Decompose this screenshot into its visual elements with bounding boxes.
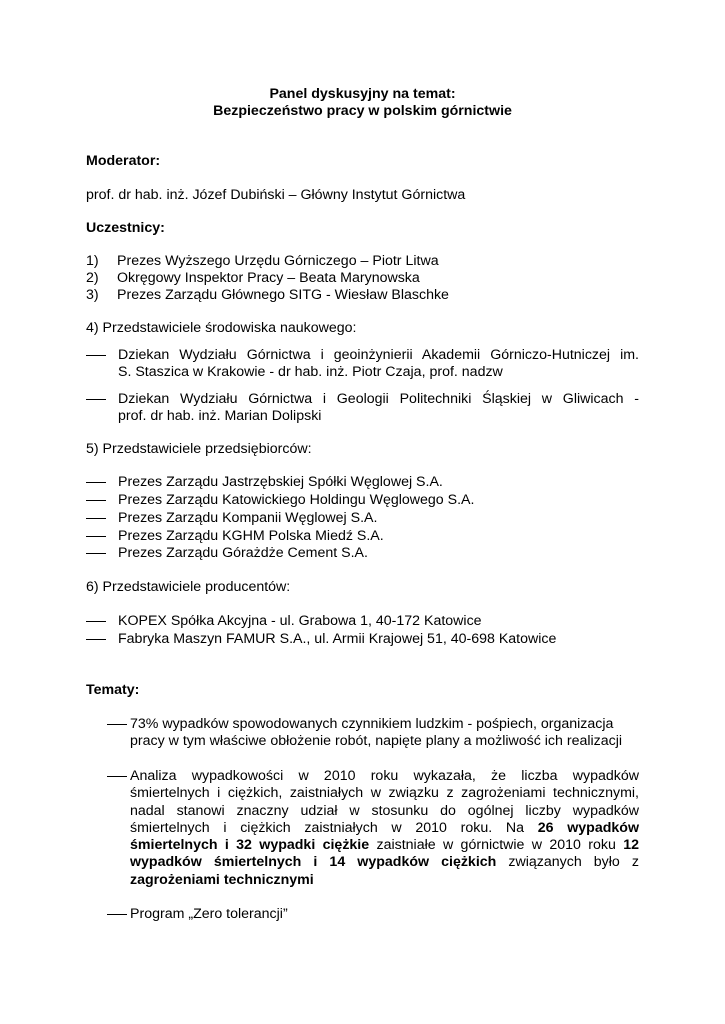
entrepreneur-item: Prezes Zarządu Katowickiego Holdingu Węglowego S.A.	[118, 492, 475, 508]
text-run: związanych było z	[496, 854, 639, 871]
item-number: 2)	[86, 270, 99, 286]
dash-bullet	[86, 347, 106, 364]
text-run: zaistniałe w górnictwie w 2010 roku	[369, 837, 624, 854]
item-text: Prezes Wyższego Urzędu Górniczego – Piotr Litwa	[117, 253, 439, 269]
bold-run: śmiertelnych i 32 wypadki ciężkie	[130, 837, 370, 854]
item-number: 1)	[86, 253, 99, 269]
participant-item	[86, 287, 449, 304]
dash-bullet	[86, 510, 106, 527]
paragraph-line: śmiertelnych i ciężkich, zaistniałych w związku z zagrożeniami technicznymi,	[130, 785, 639, 802]
dash-bullet	[107, 906, 127, 923]
topic-1-line-1: 73% wypadków spowodowanych czynnikiem ludzkim - pośpiech, organizacja	[130, 716, 614, 732]
bold-run: 12	[623, 837, 639, 854]
title-line-2: Bezpieczeństwo pracy w polskim górnictwie	[213, 103, 512, 119]
paragraph-line: zagrożeniami technicznymi	[130, 871, 314, 888]
moderator-heading: Moderator:	[86, 153, 161, 169]
dash-bullet	[86, 631, 106, 648]
topics-heading: Tematy:	[86, 682, 140, 698]
science-item	[118, 391, 639, 426]
dash-bullet	[86, 492, 106, 509]
moderator-text: prof. dr hab. inż. Józef Dubiński – Główny Instytut Górnictwa	[86, 187, 466, 203]
paragraph-line	[130, 820, 639, 837]
paragraph-line: Analiza wypadkowości w 2010 roku wykazała, że liczba wypadków	[130, 768, 639, 784]
item-text: Okręgowy Inspektor Pracy – Beata Marynowska	[117, 270, 420, 286]
science-item	[118, 347, 639, 382]
science-heading: 4) Przedstawiciele środowiska naukowego:	[86, 320, 357, 336]
item-text: Prezes Zarządu Głównego SITG - Wiesław Blaschke	[117, 287, 449, 303]
entrepreneur-item: Prezes Zarządu Jastrzębskiej Spółki Węglowej S.A.	[118, 474, 443, 490]
topic-2-paragraph	[130, 768, 639, 889]
dash-bullet	[86, 474, 106, 491]
producer-item: Fabryka Maszyn FAMUR S.A., ul. Armii Krajowej 51, 40-698 Katowice	[118, 631, 557, 647]
entrepreneur-item: Prezes Zarządu Kompanii Węglowej S.A.	[118, 510, 378, 526]
participants-heading: Uczestnicy:	[86, 220, 165, 236]
entrepreneurs-heading: 5) Przedstawiciele przedsiębiorców:	[86, 441, 312, 457]
entrepreneur-item: Prezes Zarządu KGHM Polska Miedź S.A.	[118, 528, 384, 544]
producers-heading: 6) Przedstawiciele producentów:	[86, 579, 291, 595]
dash-bullet	[107, 768, 127, 785]
item-line: prof. dr hab. inż. Marian Dolipski	[118, 408, 322, 425]
dash-bullet	[86, 528, 106, 545]
topic-3: Program „Zero tolerancji”	[130, 906, 288, 922]
item-line: Dziekan Wydziału Górnictwa i Geologii Politechniki Śląskiej w Gliwicach -	[118, 391, 639, 407]
dash-bullet	[86, 391, 106, 408]
item-line: S. Staszica w Krakowie - dr hab. inż. Piotr Czaja, prof. nadzw	[118, 364, 503, 381]
participant-item	[86, 253, 439, 270]
title-line-1: Panel dyskusyjny na temat:	[269, 86, 456, 102]
item-line: Dziekan Wydziału Górnictwa i geoinżynierii Akademii Górniczo-Hutniczej im.	[118, 347, 639, 363]
dash-bullet	[107, 716, 127, 733]
item-number: 3)	[86, 287, 99, 303]
dash-bullet	[86, 545, 106, 562]
bold-run: wypadków śmiertelnych i 14 wypadków ciężkich	[130, 854, 497, 871]
bold-run: 26 wypadków	[537, 819, 639, 836]
text-run: śmiertelnych i ciężkich zaistniałych w 2010 roku. Na	[130, 819, 538, 836]
paragraph-line: nadal stanowi znaczny udział w stosunku do ogólnej liczby wypadków	[130, 802, 639, 819]
dash-bullet	[86, 613, 106, 630]
entrepreneur-item: Prezes Zarządu Górażdże Cement S.A.	[118, 545, 368, 561]
participant-item	[86, 270, 420, 287]
paragraph-line	[130, 854, 639, 871]
paragraph-line	[130, 837, 639, 854]
topic-1-line-2: pracy w tym właściwe obłożenie robót, napięte plany a możliwość ich realizacji	[130, 733, 623, 749]
producer-item: KOPEX Spółka Akcyjna - ul. Grabowa 1, 40-172 Katowice	[118, 613, 482, 629]
